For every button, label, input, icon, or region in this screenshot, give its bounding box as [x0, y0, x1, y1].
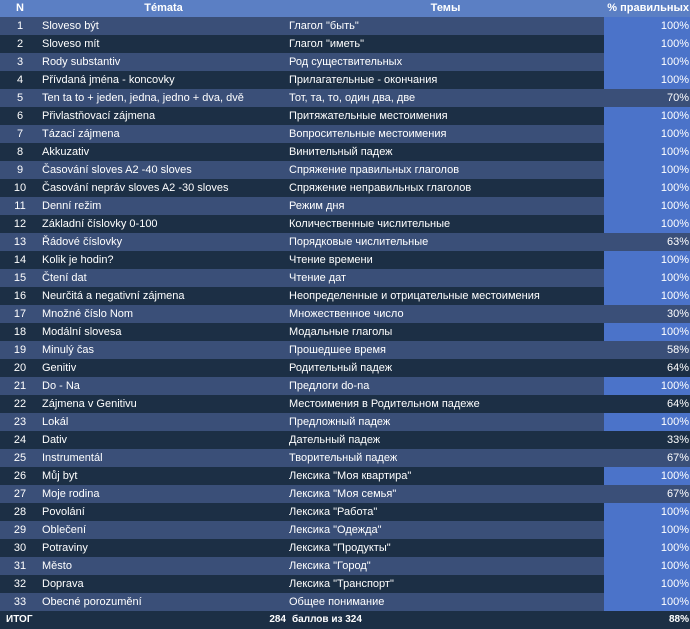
header-topic-ru[interactable]: Темы — [430, 2, 461, 14]
percent-cell[interactable]: 100% — [604, 251, 690, 269]
row-number[interactable]: 13 — [13, 236, 27, 248]
topic-ru-cell[interactable]: Лексика "Город" — [289, 560, 371, 572]
topic-cz-cell[interactable]: Časování nepráv sloves A2 -30 sloves — [42, 182, 229, 194]
topic-cz-cell[interactable]: Město — [42, 560, 72, 572]
table-row — [0, 161, 690, 179]
topic-cz-cell[interactable]: Do - Na — [42, 380, 80, 392]
table-row — [0, 17, 690, 35]
table-row — [0, 53, 690, 71]
topic-cz-cell[interactable]: Čtení dat — [42, 272, 87, 284]
percent-cell[interactable]: 100% — [604, 215, 690, 233]
topic-ru-cell[interactable]: Лексика "Одежда" — [289, 524, 382, 536]
row-number[interactable]: 33 — [13, 596, 27, 608]
percent-cell[interactable]: 100% — [604, 575, 690, 593]
total-row — [0, 611, 690, 629]
table-row — [0, 251, 690, 269]
row-number[interactable]: 18 — [13, 326, 27, 338]
row-number[interactable]: 16 — [13, 290, 27, 302]
percent-cell[interactable]: 100% — [604, 557, 690, 575]
row-number[interactable]: 5 — [16, 92, 24, 104]
topic-cz-cell[interactable]: Denní režim — [42, 200, 102, 212]
percent-cell[interactable]: 100% — [604, 467, 690, 485]
row-number[interactable]: 12 — [13, 218, 27, 230]
row-number[interactable]: 6 — [16, 110, 24, 122]
row-number[interactable]: 23 — [13, 416, 27, 428]
topic-ru-cell[interactable]: Неопределенные и отрицательные местоимения — [289, 290, 540, 302]
topic-ru-cell[interactable]: Глагол "быть" — [289, 20, 359, 32]
percent-cell[interactable]: 67% — [666, 488, 689, 500]
header-percent[interactable]: % правильных — [607, 2, 689, 14]
percent-cell[interactable]: 64% — [666, 398, 689, 410]
row-number[interactable]: 17 — [13, 308, 27, 320]
topic-ru-cell[interactable]: Местоимения в Родительном падеже — [289, 398, 480, 410]
topic-cz-cell[interactable]: Modální slovesa — [42, 326, 122, 338]
topic-ru-cell[interactable]: Вопросительные местоимения — [289, 128, 447, 140]
row-number[interactable]: 2 — [16, 38, 24, 50]
row-number[interactable]: 3 — [16, 56, 24, 68]
topic-ru-cell[interactable]: Винительный падеж — [289, 146, 393, 158]
topic-ru-cell[interactable]: Лексика "Моя семья" — [289, 488, 397, 500]
topic-cz-cell[interactable]: Řádové číslovky — [42, 236, 123, 248]
percent-cell[interactable]: 70% — [666, 92, 689, 104]
percent-cell[interactable]: 67% — [666, 452, 689, 464]
table-row — [0, 593, 690, 611]
topic-ru-cell[interactable]: Модальные глаголы — [289, 326, 393, 338]
table-row — [0, 287, 690, 305]
percent-cell[interactable]: 100% — [604, 269, 690, 287]
percent-cell[interactable]: 33% — [666, 434, 689, 446]
topic-ru-cell[interactable]: Количественные числительные — [289, 218, 451, 230]
topic-ru-cell[interactable]: Множественное число — [289, 308, 404, 320]
topic-ru-cell[interactable]: Общее понимание — [289, 596, 385, 608]
topic-cz-cell[interactable]: Kolik je hodin? — [42, 254, 114, 266]
row-number[interactable]: 7 — [16, 128, 24, 140]
percent-cell[interactable]: 100% — [604, 35, 690, 53]
table-row — [0, 233, 690, 251]
table-row — [0, 269, 690, 287]
table-row — [0, 449, 690, 467]
topic-cz-cell[interactable]: Potraviny — [42, 542, 88, 554]
topic-ru-cell[interactable]: Лексика "Работа" — [289, 506, 378, 518]
topic-ru-cell[interactable]: Чтение дат — [289, 272, 347, 284]
topic-cz-cell[interactable]: Doprava — [42, 578, 84, 590]
table-row — [0, 413, 690, 431]
topic-cz-cell[interactable]: Ten ta to + jeden, jedna, jedno + dva, dvě — [42, 92, 244, 104]
row-number[interactable]: 19 — [13, 344, 27, 356]
table-row — [0, 377, 690, 395]
table-row — [0, 575, 690, 593]
percent-cell[interactable]: 63% — [666, 236, 689, 248]
topic-ru-cell[interactable]: Глагол "иметь" — [289, 38, 365, 50]
percent-cell[interactable]: 100% — [604, 107, 690, 125]
table-row — [0, 143, 690, 161]
table-row — [0, 305, 690, 323]
table-row — [0, 467, 690, 485]
table-row — [0, 557, 690, 575]
percent-cell[interactable]: 100% — [604, 287, 690, 305]
topic-ru-cell[interactable]: Спряжение правильных глаголов — [289, 164, 460, 176]
total-score[interactable]: 284 — [269, 614, 286, 625]
row-number[interactable]: 4 — [16, 74, 24, 86]
topic-ru-cell[interactable]: Дательный падеж — [289, 434, 381, 446]
topic-ru-cell[interactable]: Порядковые числительные — [289, 236, 429, 248]
row-number[interactable]: 24 — [13, 434, 27, 446]
table-row — [0, 359, 690, 377]
row-number[interactable]: 1 — [16, 20, 24, 32]
table-row — [0, 89, 690, 107]
percent-cell[interactable]: 100% — [604, 179, 690, 197]
row-number[interactable]: 9 — [16, 164, 24, 176]
row-number[interactable]: 14 — [13, 254, 27, 266]
header-row — [0, 0, 690, 17]
percent-cell[interactable]: 100% — [604, 539, 690, 557]
table-row — [0, 521, 690, 539]
topic-cz-cell[interactable]: Sloveso být — [42, 20, 99, 32]
topic-ru-cell[interactable]: Притяжательные местоимения — [289, 110, 448, 122]
topic-cz-cell[interactable]: Můj byt — [42, 470, 78, 482]
table-row — [0, 197, 690, 215]
row-number[interactable]: 28 — [13, 506, 27, 518]
topic-ru-cell[interactable]: Тот, та, то, один два, две — [289, 92, 416, 104]
topic-ru-cell[interactable]: Режим дня — [289, 200, 345, 212]
header-topic-cz[interactable]: Témata — [144, 2, 183, 14]
topic-ru-cell[interactable]: Спряжение неправильных глаголов — [289, 182, 472, 194]
percent-cell[interactable]: 100% — [604, 143, 690, 161]
header-n[interactable]: N — [16, 2, 24, 14]
topic-ru-cell[interactable]: Лексика "Моя квартира" — [289, 470, 412, 482]
row-number[interactable]: 25 — [13, 452, 27, 464]
percent-cell[interactable]: 100% — [604, 503, 690, 521]
topic-ru-cell[interactable]: Родительный падеж — [289, 362, 393, 374]
percent-cell[interactable]: 100% — [604, 125, 690, 143]
table-row — [0, 71, 690, 89]
topic-cz-cell[interactable]: Tázací zájmena — [42, 128, 120, 140]
topic-ru-cell[interactable]: Чтение времени — [289, 254, 373, 266]
topic-ru-cell[interactable]: Прошедшее время — [289, 344, 386, 356]
percent-cell[interactable]: 100% — [604, 161, 690, 179]
topic-cz-cell[interactable]: Obecné porozumění — [42, 596, 142, 608]
table-row — [0, 341, 690, 359]
topic-cz-cell[interactable]: Oblečení — [42, 524, 87, 536]
topic-cz-cell[interactable]: Dativ — [42, 434, 68, 446]
percent-cell[interactable]: 100% — [604, 197, 690, 215]
topic-cz-cell[interactable]: Základní číslovky 0-100 — [42, 218, 158, 230]
topic-cz-cell[interactable]: Minulý čas — [42, 344, 94, 356]
topic-cz-cell[interactable]: Přivlastňovací zájmena — [42, 110, 156, 122]
topic-cz-cell[interactable]: Přívdaná jména - koncovky — [42, 74, 175, 86]
topic-cz-cell[interactable]: Rody substantiv — [42, 56, 121, 68]
topic-ru-cell[interactable]: Прилагательные - окончания — [289, 74, 438, 86]
table-row — [0, 35, 690, 53]
row-number[interactable]: 29 — [13, 524, 27, 536]
table-row — [0, 539, 690, 557]
percent-cell[interactable]: 100% — [604, 593, 690, 611]
percent-cell[interactable]: 64% — [666, 362, 689, 374]
topic-cz-cell[interactable]: Zájmena v Genitivu — [42, 398, 137, 410]
row-number[interactable]: 8 — [16, 146, 24, 158]
row-number[interactable]: 11 — [14, 200, 26, 212]
row-number[interactable]: 20 — [13, 362, 27, 374]
table-row — [0, 395, 690, 413]
table-row — [0, 323, 690, 341]
percent-cell[interactable]: 100% — [604, 71, 690, 89]
topic-ru-cell[interactable]: Лексика "Продукты" — [289, 542, 391, 554]
topic-cz-cell[interactable]: Instrumentál — [42, 452, 103, 464]
topic-cz-cell[interactable]: Lokál — [42, 416, 69, 428]
topic-cz-cell[interactable]: Genitiv — [42, 362, 77, 374]
topic-ru-cell[interactable]: Предложный падеж — [289, 416, 391, 428]
topic-ru-cell[interactable]: Лексика "Транспорт" — [289, 578, 394, 590]
topic-ru-cell[interactable]: Творительный падеж — [289, 452, 398, 464]
table-row — [0, 179, 690, 197]
row-number[interactable]: 21 — [13, 380, 27, 392]
percent-cell[interactable]: 58% — [666, 344, 689, 356]
table-row — [0, 503, 690, 521]
row-number[interactable]: 22 — [13, 398, 27, 410]
percent-cell[interactable]: 100% — [604, 377, 690, 395]
percent-cell[interactable]: 100% — [604, 521, 690, 539]
topic-ru-cell[interactable]: Предлоги do-na — [289, 380, 370, 392]
total-label[interactable]: ИТОГ — [6, 614, 33, 625]
table-row — [0, 125, 690, 143]
table-row — [0, 215, 690, 233]
topic-cz-cell[interactable]: Časování sloves A2 -40 sloves — [42, 164, 192, 176]
percent-cell[interactable]: 100% — [604, 413, 690, 431]
table-row — [0, 431, 690, 449]
table-row — [0, 485, 690, 503]
topic-cz-cell[interactable]: Neurčitá a negativní zájmena — [42, 290, 185, 302]
row-number[interactable]: 10 — [13, 182, 27, 194]
topic-cz-cell[interactable]: Akkuzativ — [42, 146, 90, 158]
row-number[interactable]: 15 — [13, 272, 27, 284]
row-number[interactable]: 31 — [13, 560, 27, 572]
row-number[interactable]: 27 — [13, 488, 27, 500]
percent-cell[interactable]: 100% — [604, 17, 690, 35]
topic-cz-cell[interactable]: Množné číslo Nom — [42, 308, 134, 320]
total-percent[interactable]: 88% — [668, 614, 689, 625]
table-row — [0, 107, 690, 125]
percent-cell[interactable]: 100% — [604, 323, 690, 341]
row-number[interactable]: 30 — [13, 542, 27, 554]
topic-cz-cell[interactable]: Moje rodina — [42, 488, 100, 500]
topic-ru-cell[interactable]: Род существительных — [289, 56, 403, 68]
row-number[interactable]: 26 — [13, 470, 27, 482]
percent-cell[interactable]: 30% — [666, 308, 689, 320]
topic-cz-cell[interactable]: Povolání — [42, 506, 85, 518]
row-number[interactable]: 32 — [13, 578, 27, 590]
topic-cz-cell[interactable]: Sloveso mít — [42, 38, 100, 50]
total-text[interactable]: баллов из 324 — [292, 614, 362, 625]
percent-cell[interactable]: 100% — [604, 53, 690, 71]
